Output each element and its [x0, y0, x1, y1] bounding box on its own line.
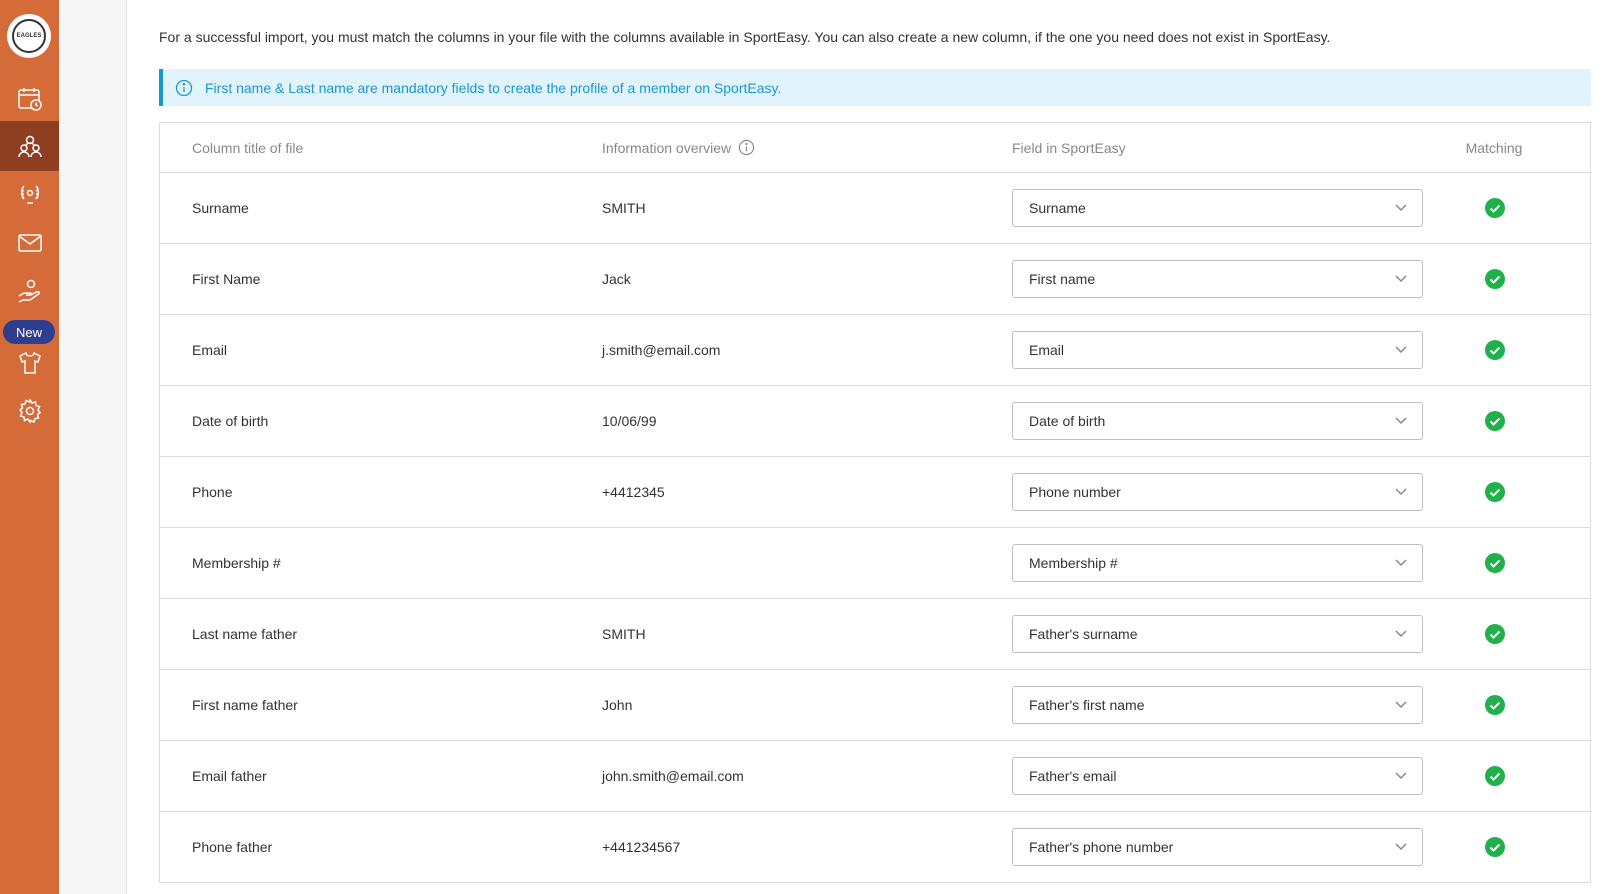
nav-competitions[interactable]	[0, 170, 59, 220]
intro-text: For a successful import, you must match the columns in your file with the columns available in SportEasy. You can also create a new column, if the one you need does not exist in SportEasy.	[159, 29, 1331, 45]
info-icon	[175, 79, 193, 97]
field-select[interactable]	[1012, 757, 1423, 795]
information-overview-cell: SMITH	[602, 200, 646, 216]
shirt-icon	[17, 350, 43, 376]
field-select[interactable]	[1012, 828, 1423, 866]
field-select-value: Surname	[1029, 200, 1086, 216]
table-row	[160, 315, 1590, 386]
alert-text: First name & Last name are mandatory fields to create the profile of a member on SportEasy.	[205, 79, 782, 96]
nav-calendar[interactable]	[0, 74, 59, 124]
nav-messages[interactable]	[0, 218, 59, 268]
chevron-down-icon	[1394, 487, 1408, 497]
check-circle-icon	[1485, 411, 1505, 431]
column-title-cell: First name father	[192, 697, 298, 713]
field-select-value: Father's surname	[1029, 626, 1138, 642]
field-select[interactable]	[1012, 331, 1423, 369]
check-circle-icon	[1485, 837, 1505, 857]
nav-donations[interactable]	[0, 266, 59, 316]
mail-icon	[17, 230, 43, 256]
information-overview-cell: +441234567	[602, 839, 681, 855]
check-circle-icon	[1485, 340, 1505, 360]
information-overview-cell: Jack	[602, 271, 631, 287]
table-row	[160, 741, 1590, 812]
table-header	[160, 123, 1590, 173]
field-select-value: Father's first name	[1029, 697, 1145, 713]
field-select[interactable]	[1012, 402, 1423, 440]
field-select[interactable]	[1012, 260, 1423, 298]
column-title-cell: Last name father	[192, 626, 298, 642]
table-row	[160, 173, 1590, 244]
chevron-down-icon	[1394, 629, 1408, 639]
column-matching-table	[159, 122, 1591, 883]
field-select[interactable]	[1012, 189, 1423, 227]
field-select[interactable]	[1012, 686, 1423, 724]
field-select-value: First name	[1029, 271, 1096, 287]
header-field-in-sporteasy: Field in SportEasy	[1012, 139, 1126, 156]
info-icon[interactable]	[738, 139, 755, 156]
information-overview-cell: john.smith@email.com	[602, 768, 744, 784]
column-title-cell: Membership #	[192, 555, 281, 571]
secondary-panel	[59, 0, 127, 894]
chevron-down-icon	[1394, 345, 1408, 355]
field-select[interactable]	[1012, 544, 1423, 582]
table-row	[160, 599, 1590, 670]
check-circle-icon	[1485, 766, 1505, 786]
field-select-value: Membership #	[1029, 555, 1118, 571]
field-select-value: Phone number	[1029, 484, 1121, 500]
information-overview-cell: j.smith@email.com	[602, 342, 721, 358]
table-row	[160, 457, 1590, 528]
column-title-cell: Date of birth	[192, 413, 269, 429]
chevron-down-icon	[1394, 274, 1408, 284]
members-icon	[17, 133, 43, 159]
table-row	[160, 386, 1590, 457]
field-select[interactable]	[1012, 615, 1423, 653]
chevron-down-icon	[1394, 416, 1408, 426]
check-circle-icon	[1485, 624, 1505, 644]
chevron-down-icon	[1394, 700, 1408, 710]
column-title-cell: Phone	[192, 484, 233, 500]
table-row	[160, 670, 1590, 741]
info-alert	[159, 69, 1591, 106]
table-row	[160, 528, 1590, 599]
nav-settings[interactable]	[0, 386, 59, 436]
check-circle-icon	[1485, 198, 1505, 218]
information-overview-cell: SMITH	[602, 626, 646, 642]
field-select-value: Father's phone number	[1029, 839, 1174, 855]
column-title-cell: First Name	[192, 271, 261, 287]
information-overview-cell: John	[602, 697, 633, 713]
sidebar	[0, 0, 59, 894]
check-circle-icon	[1485, 553, 1505, 573]
column-title-cell: Surname	[192, 200, 249, 216]
chevron-down-icon	[1394, 558, 1408, 568]
field-select-value: Email	[1029, 342, 1065, 358]
gear-icon	[17, 398, 43, 424]
column-title-cell: Email father	[192, 768, 267, 784]
donation-icon	[17, 278, 43, 304]
column-title-cell: Phone father	[192, 839, 273, 855]
header-matching: Matching	[1465, 139, 1523, 156]
check-circle-icon	[1485, 695, 1505, 715]
team-logo-text: EAGLES	[16, 33, 42, 39]
check-circle-icon	[1485, 269, 1505, 289]
table-row	[160, 812, 1590, 883]
header-information-overview-label: Information overview	[602, 139, 732, 156]
table-row	[160, 244, 1590, 315]
header-information-overview	[602, 139, 755, 156]
field-select-value: Father's email	[1029, 768, 1117, 784]
field-select-value: Date of birth	[1029, 413, 1106, 429]
chevron-down-icon	[1394, 771, 1408, 781]
information-overview-cell: 10/06/99	[602, 413, 657, 429]
new-badge: New	[3, 320, 55, 344]
team-logo[interactable]	[7, 14, 51, 58]
chevron-down-icon	[1394, 203, 1408, 213]
nav-shop[interactable]	[0, 338, 59, 388]
chevron-down-icon	[1394, 842, 1408, 852]
calendar-icon	[17, 86, 43, 112]
information-overview-cell: +4412345	[602, 484, 665, 500]
column-title-cell: Email	[192, 342, 228, 358]
trophy-icon	[17, 182, 43, 208]
nav-members[interactable]	[0, 121, 59, 171]
main-content	[128, 0, 1617, 894]
header-column-title: Column title of file	[192, 139, 304, 156]
field-select[interactable]	[1012, 473, 1423, 511]
check-circle-icon	[1485, 482, 1505, 502]
team-logo-emblem	[12, 19, 46, 53]
